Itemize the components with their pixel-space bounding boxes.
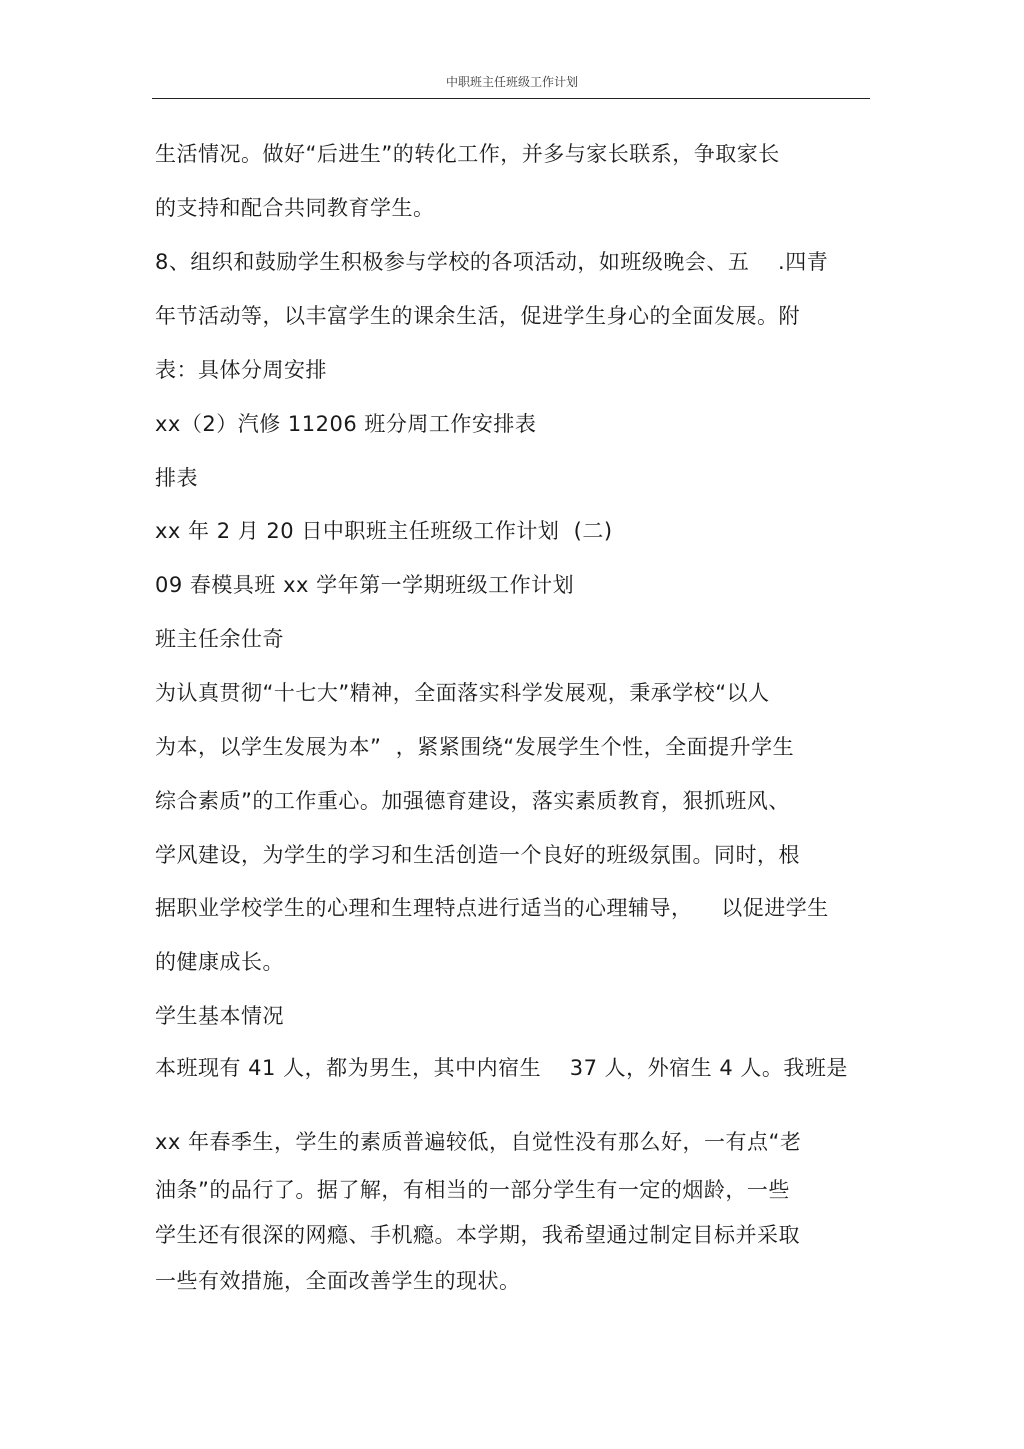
body-line: 的健康成长。 [155,950,284,974]
body-line: xx（2）汽修 11206 班分周工作安排表 [155,412,537,436]
body-line: 综合素质”的工作重心。加强德育建设，落实素质教育，狠抓班风、 [155,789,790,813]
body-line: xx 年春季生，学生的素质普遍较低，自觉性没有那么好，一有点“老 [155,1130,802,1154]
body-line: 本班现有 41 人，都为男生，其中内宿生 37 人，外宿生 4 人。我班是 [155,1056,848,1080]
body-line: 年节活动等，以丰富学生的课余生活，促进学生身心的全面发展。附 [155,304,800,328]
page-header-title: 中职班主任班级工作计划 [445,75,578,89]
body-line: 为本，以学生发展为本” ，紧紧围绕“发展学生个性，全面提升学生 [155,735,795,759]
body-line: 生活情况。做好“后进生”的转化工作，并多与家长联系，争取家长 [155,142,780,166]
body-line: 油条”的品行了。据了解，有相当的一部分学生有一定的烟龄，一些 [155,1178,790,1202]
body-line: 表：具体分周安排 [155,358,327,382]
body-line: 排表 [155,466,198,490]
body-line: 学生还有很深的网瘾、手机瘾。本学期，我希望通过制定目标并采取 [155,1223,800,1247]
body-line: 的支持和配合共同教育学生。 [155,196,435,220]
body-line: 8、组织和鼓励学生积极参与学校的各项活动，如班级晚会、五 .四青 [155,250,829,274]
body-line: 班主任余仕奇 [155,627,284,651]
body-line: 学风建设，为学生的学习和生活创造一个良好的班级氛围。同时，根 [155,843,800,867]
body-line: 09 春模具班 xx 学年第一学期班级工作计划 [155,573,575,597]
body-line: xx 年 2 月 20 日中职班主任班级工作计划 (二) [155,519,613,543]
header-divider [152,98,870,99]
body-line: 一些有效措施，全面改善学生的现状。 [155,1269,521,1293]
body-line: 学生基本情况 [155,1004,284,1028]
body-line: 据职业学校学生的心理和生理特点进行适当的心理辅导， 以促进学生 [155,896,829,920]
body-line: 为认真贯彻“十七大”精神，全面落实科学发展观，秉承学校“以人 [155,681,770,705]
